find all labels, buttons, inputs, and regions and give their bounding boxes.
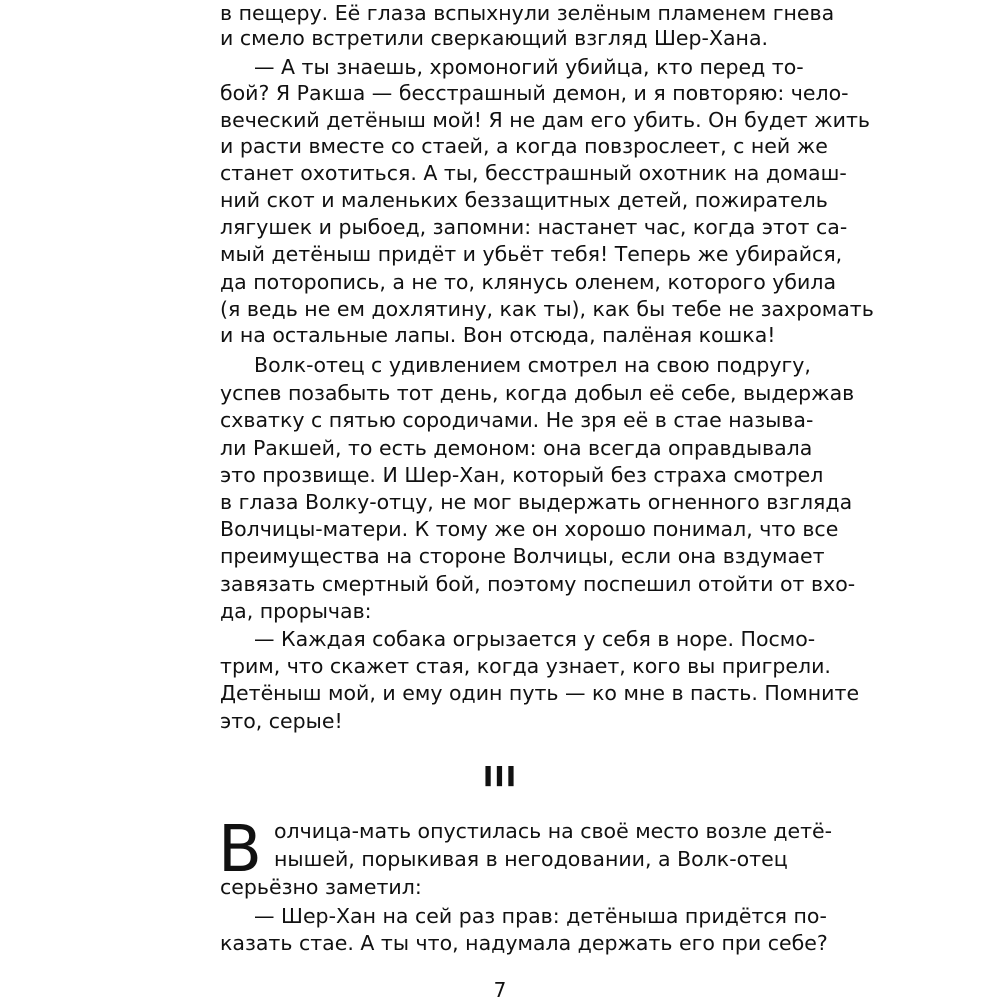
text-line: это, серые!	[220, 709, 343, 733]
page-number: 7	[493, 978, 507, 1002]
drop-cap: В	[218, 813, 262, 887]
text-line: да поторопись, а не то, клянусь оленем, которого убила	[220, 270, 837, 294]
text-line: схватку с пятью сородичами. Не зря её в стае называ-	[220, 408, 814, 432]
text-line: веческий детёныш мой! Я не дам его убить. Он будет жить	[220, 108, 870, 132]
text-line: и расти вместе со стаей, а когда повзрослеет, с ней же	[220, 134, 828, 158]
text-line: да, прорычав:	[220, 599, 372, 623]
text-line: лягушек и рыбоед, запомни: настанет час, когда этот са-	[220, 215, 848, 239]
text-line: это прозвище. И Шер-Хан, который без страха смотрел	[220, 463, 824, 487]
text-line: завязать смертный бой, поэтому поспешил отойти от вхо-	[220, 572, 856, 596]
text-line: бой? Я Ракша — бесстрашный демон, и я повторяю: чело-	[220, 81, 849, 105]
text-line: успев позабыть тот день, когда добыл её себе, выдержав	[220, 381, 855, 405]
text-line: станет охотиться. А ты, бесстрашный охотник на домаш-	[220, 161, 847, 185]
text-line: ли Ракшей, то есть демоном: она всегда оправдывала	[220, 436, 813, 460]
text-line: трим, что скажет стая, когда узнает, кого вы пригрели.	[220, 654, 831, 678]
text-line: Волчицы-матери. К тому же он хорошо понимал, что все	[220, 517, 839, 541]
text-line: Детёныш мой, и ему один путь — ко мне в пасть. Помните	[220, 681, 860, 705]
text-line: в пещеру. Её глаза вспыхнули зелёным пламенем гнева	[220, 1, 835, 25]
text-line: в глаза Волку-отцу, не мог выдержать огненного взгляда	[220, 490, 853, 514]
text-line: Волк-отец с удивлением смотрел на свою подругу,	[254, 353, 811, 377]
text-line: — Каждая собака огрызается у себя в норе. Посмо-	[254, 627, 816, 651]
text-line: (я ведь не ем дохлятину, как ты), как бы тебе не захромать	[220, 297, 874, 321]
text-line: казать стае. А ты что, надумала держать его при себе?	[220, 931, 828, 955]
text-line: и смело встретили сверкающий взгляд Шер-Хана.	[220, 26, 769, 50]
text-line: мый детёныш придёт и убьёт тебя! Теперь же убирайся,	[220, 242, 843, 266]
text-line: ний скот и маленьких беззащитных детей, пожиратель	[220, 188, 828, 212]
text-line: нышей, порыкивая в негодовании, а Волк-отец	[274, 847, 788, 871]
text-line: и на остальные лапы. Вон отсюда, палёная кошка!	[220, 323, 776, 347]
text-line: олчица-мать опустилась на своё место возле детё-	[274, 819, 833, 843]
chapter-heading: III	[482, 760, 518, 793]
text-line: — А ты знаешь, хромоногий убийца, кто перед то-	[254, 55, 804, 79]
text-line: преимущества на стороне Волчицы, если она вздумает	[220, 544, 825, 568]
text-line: — Шер-Хан на сей раз прав: детёныша придётся по-	[254, 904, 827, 928]
text-line: серьёзно заметил:	[220, 875, 422, 899]
